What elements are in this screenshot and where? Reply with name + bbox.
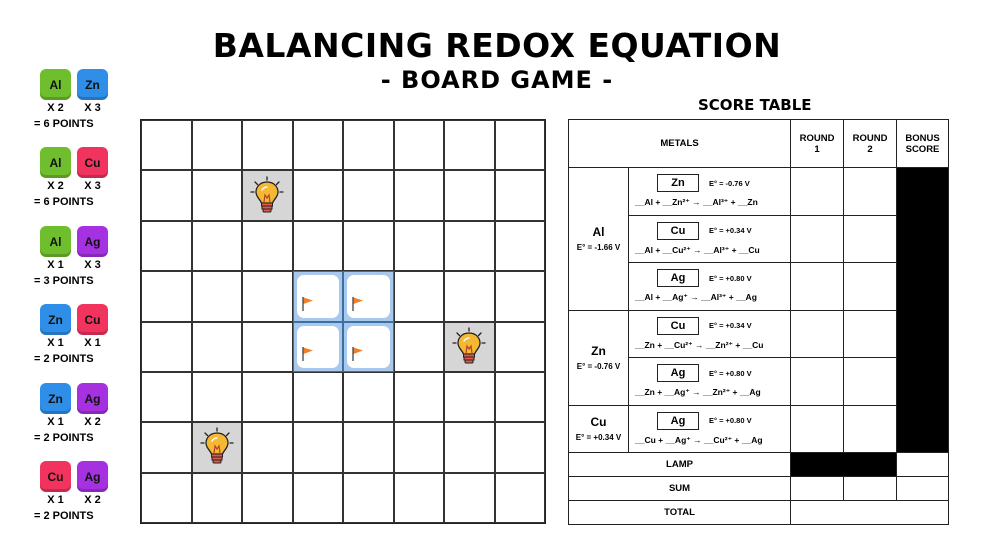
board-cell[interactable] — [293, 221, 344, 271]
reaction-cell — [629, 263, 791, 311]
board-cell-start[interactable] — [343, 271, 394, 321]
lamp-label: LAMP — [569, 453, 791, 477]
board-cell[interactable] — [343, 221, 394, 271]
metal-potential: E° = -0.76 V — [576, 362, 621, 371]
total-label: TOTAL — [569, 501, 791, 525]
board-cell[interactable] — [444, 120, 495, 170]
combo-points: = 2 POINTS — [34, 432, 94, 444]
reaction-cell — [629, 168, 791, 216]
sum-bonus[interactable] — [897, 477, 949, 501]
board-cell[interactable] — [495, 473, 546, 523]
ion-box: Cu — [657, 222, 699, 240]
metal-tile: Ag — [77, 226, 108, 257]
board-cell[interactable] — [343, 120, 394, 170]
combo-points: = 6 POINTS — [34, 196, 94, 208]
reaction-cell — [629, 358, 791, 406]
page-title: BALANCING REDOX EQUATION — [212, 26, 782, 65]
board-cell[interactable] — [293, 372, 344, 422]
board-cell[interactable] — [242, 322, 293, 372]
round-2-score[interactable] — [844, 310, 897, 358]
board-cell[interactable] — [192, 322, 243, 372]
reaction-cell — [629, 405, 791, 453]
ion-box: Ag — [657, 269, 699, 287]
combo-cu-ag — [34, 461, 124, 522]
header-metals: METALS — [569, 120, 791, 168]
lightbulb-icon — [452, 327, 486, 367]
metal-name: Zn — [591, 344, 606, 358]
ion-box: Ag — [657, 364, 699, 382]
board-cell[interactable] — [141, 120, 192, 170]
ion-potential: E° = +0.34 V — [709, 321, 752, 331]
ion-potential: E° = -0.76 V — [709, 178, 750, 188]
metal-tile: Al — [40, 226, 71, 257]
metal-tile: Cu — [40, 461, 71, 492]
reaction-cell — [629, 215, 791, 263]
board-cell[interactable] — [141, 221, 192, 271]
combo-al-cu — [34, 147, 124, 208]
ion-potential: E° = +0.80 V — [709, 368, 752, 378]
header-bonus: BONUS SCORE — [897, 120, 949, 168]
metal-tile: Zn — [77, 69, 108, 100]
combo-zn-cu — [34, 304, 124, 365]
multiplier: X 3 — [84, 102, 101, 114]
board-cell[interactable] — [242, 372, 293, 422]
combo-points: = 2 POINTS — [34, 510, 94, 522]
multiplier: X 1 — [84, 337, 101, 349]
board-cell[interactable] — [495, 170, 546, 220]
combo-points: = 3 POINTS — [34, 275, 94, 287]
lightbulb-icon — [200, 427, 234, 467]
metal-cell — [569, 168, 629, 311]
score-table-title: SCORE TABLE — [698, 96, 812, 114]
board-cell[interactable] — [192, 170, 243, 220]
sum-round-1[interactable] — [791, 477, 844, 501]
board-cell[interactable] — [444, 422, 495, 472]
multiplier: X 3 — [84, 180, 101, 192]
reaction-equation: __Zn + __Cu²⁺ → __Zn²⁺ + __Cu — [635, 339, 764, 350]
round-2-score[interactable] — [844, 405, 897, 453]
board-cell[interactable] — [343, 170, 394, 220]
metal-tile: Cu — [77, 147, 108, 178]
board-cell[interactable] — [495, 422, 546, 472]
lamp-bonus-score[interactable] — [897, 453, 949, 477]
board-cell[interactable] — [343, 473, 394, 523]
board-cell[interactable] — [141, 372, 192, 422]
board-cell-lamp[interactable] — [192, 422, 243, 472]
round-1-score[interactable] — [791, 310, 844, 358]
board-cell[interactable] — [293, 473, 344, 523]
board-cell[interactable] — [394, 372, 445, 422]
board-cell[interactable] — [242, 473, 293, 523]
board-cell[interactable] — [444, 473, 495, 523]
flag-icon — [301, 346, 315, 362]
flag-icon — [351, 346, 365, 362]
board-cell[interactable] — [394, 170, 445, 220]
round-2-score[interactable] — [844, 263, 897, 311]
round-2-score[interactable] — [844, 215, 897, 263]
page-subtitle: - BOARD GAME - — [380, 66, 614, 94]
board-cell[interactable] — [293, 120, 344, 170]
round-2-score[interactable] — [844, 168, 897, 216]
lightbulb-icon — [250, 176, 284, 216]
board-cell[interactable] — [444, 372, 495, 422]
board-cell[interactable] — [192, 473, 243, 523]
reaction-equation: __Al + __Ag⁺ → __Al³⁺ + __Ag — [635, 292, 757, 303]
round-1-score[interactable] — [791, 168, 844, 216]
multiplier: X 2 — [84, 416, 101, 428]
round-1-score[interactable] — [791, 358, 844, 406]
board-cell-lamp[interactable] — [242, 170, 293, 220]
header-round-1: ROUND 1 — [791, 120, 844, 168]
metal-tile: Al — [40, 147, 71, 178]
round-1-score[interactable] — [791, 215, 844, 263]
ion-potential: E° = +0.80 V — [709, 273, 752, 283]
reaction-equation: __Zn + __Ag⁺ → __Zn²⁺ + __Ag — [635, 387, 761, 398]
board-cell[interactable] — [141, 170, 192, 220]
board-cell[interactable] — [242, 120, 293, 170]
multiplier: X 1 — [47, 337, 64, 349]
combo-al-ag — [34, 226, 124, 287]
board-cell[interactable] — [444, 170, 495, 220]
metal-tile: Ag — [77, 461, 108, 492]
bonus-blocked — [897, 168, 949, 453]
board-cell[interactable] — [242, 271, 293, 321]
board-cell[interactable] — [293, 422, 344, 472]
multiplier: X 2 — [47, 180, 64, 192]
reaction-equation: __Al + __Zn²⁺ → __Al³⁺ + __Zn — [635, 197, 758, 208]
multiplier: X 1 — [47, 416, 64, 428]
metal-tile: Cu — [77, 304, 108, 335]
board-cell[interactable] — [192, 271, 243, 321]
board-cell[interactable] — [242, 221, 293, 271]
metal-tile: Al — [40, 69, 71, 100]
board-cell[interactable] — [495, 120, 546, 170]
metal-potential: E° = +0.34 V — [575, 433, 622, 443]
multiplier: X 2 — [84, 494, 101, 506]
metal-tile: Zn — [40, 304, 71, 335]
multiplier: X 1 — [47, 494, 64, 506]
board-cell[interactable] — [141, 271, 192, 321]
board-cell-start[interactable] — [293, 271, 344, 321]
board-cell[interactable] — [192, 221, 243, 271]
ion-box: Zn — [657, 174, 699, 192]
metal-tile: Zn — [40, 383, 71, 414]
board-cell[interactable] — [394, 120, 445, 170]
flag-icon — [351, 296, 365, 312]
metal-cell — [569, 310, 629, 405]
flag-icon — [301, 296, 315, 312]
reaction-equation: __Al + __Cu²⁺ → __Al³⁺ + __Cu — [635, 244, 760, 255]
board-cell[interactable] — [192, 372, 243, 422]
board-cell[interactable] — [444, 221, 495, 271]
board-cell-lamp[interactable] — [444, 322, 495, 372]
score-table — [568, 119, 949, 525]
multiplier: X 1 — [47, 259, 64, 271]
board-cell[interactable] — [495, 372, 546, 422]
board-cell[interactable] — [394, 422, 445, 472]
header-round-2: ROUND 2 — [844, 120, 897, 168]
combo-points: = 6 POINTS — [34, 118, 94, 130]
sum-label: SUM — [569, 477, 791, 501]
combo-al-zn — [34, 69, 124, 130]
board-cell[interactable] — [394, 221, 445, 271]
ion-box: Cu — [657, 317, 699, 335]
metal-cell — [569, 405, 629, 453]
board-cell[interactable] — [343, 422, 394, 472]
combo-zn-ag — [34, 383, 124, 444]
board-cell-start[interactable] — [343, 322, 394, 372]
board-cell[interactable] — [141, 422, 192, 472]
round-2-score[interactable] — [844, 358, 897, 406]
board-cell[interactable] — [495, 271, 546, 321]
ion-potential: E° = +0.80 V — [709, 416, 752, 426]
multiplier: X 3 — [84, 259, 101, 271]
board-cell[interactable] — [141, 322, 192, 372]
metal-tile: Ag — [77, 383, 108, 414]
board-cell[interactable] — [394, 271, 445, 321]
board-cell[interactable] — [495, 221, 546, 271]
round-1-score[interactable] — [791, 263, 844, 311]
board-cell[interactable] — [394, 473, 445, 523]
metal-name: Al — [592, 225, 605, 240]
board-cell[interactable] — [141, 473, 192, 523]
ion-box: Ag — [657, 412, 699, 430]
board-cell[interactable] — [444, 271, 495, 321]
board-cell[interactable] — [495, 322, 546, 372]
board-cell-start[interactable] — [293, 322, 344, 372]
metal-name: Cu — [590, 415, 607, 430]
board-cell[interactable] — [343, 372, 394, 422]
game-board — [140, 119, 546, 524]
lamp-blocked — [791, 453, 897, 477]
sum-round-2[interactable] — [844, 477, 897, 501]
combo-points: = 2 POINTS — [34, 353, 94, 365]
reaction-equation: __Cu + __Ag⁺ → __Cu²⁺ + __Ag — [635, 434, 763, 445]
total-score[interactable] — [791, 501, 949, 525]
board-cell[interactable] — [242, 422, 293, 472]
board-cell[interactable] — [394, 322, 445, 372]
board-cell[interactable] — [192, 120, 243, 170]
metal-potential: E° = -1.66 V — [576, 243, 621, 253]
multiplier: X 2 — [47, 102, 64, 114]
ion-potential: E° = +0.34 V — [709, 226, 752, 236]
reaction-cell — [629, 310, 791, 358]
board-cell[interactable] — [293, 170, 344, 220]
round-1-score[interactable] — [791, 405, 844, 453]
